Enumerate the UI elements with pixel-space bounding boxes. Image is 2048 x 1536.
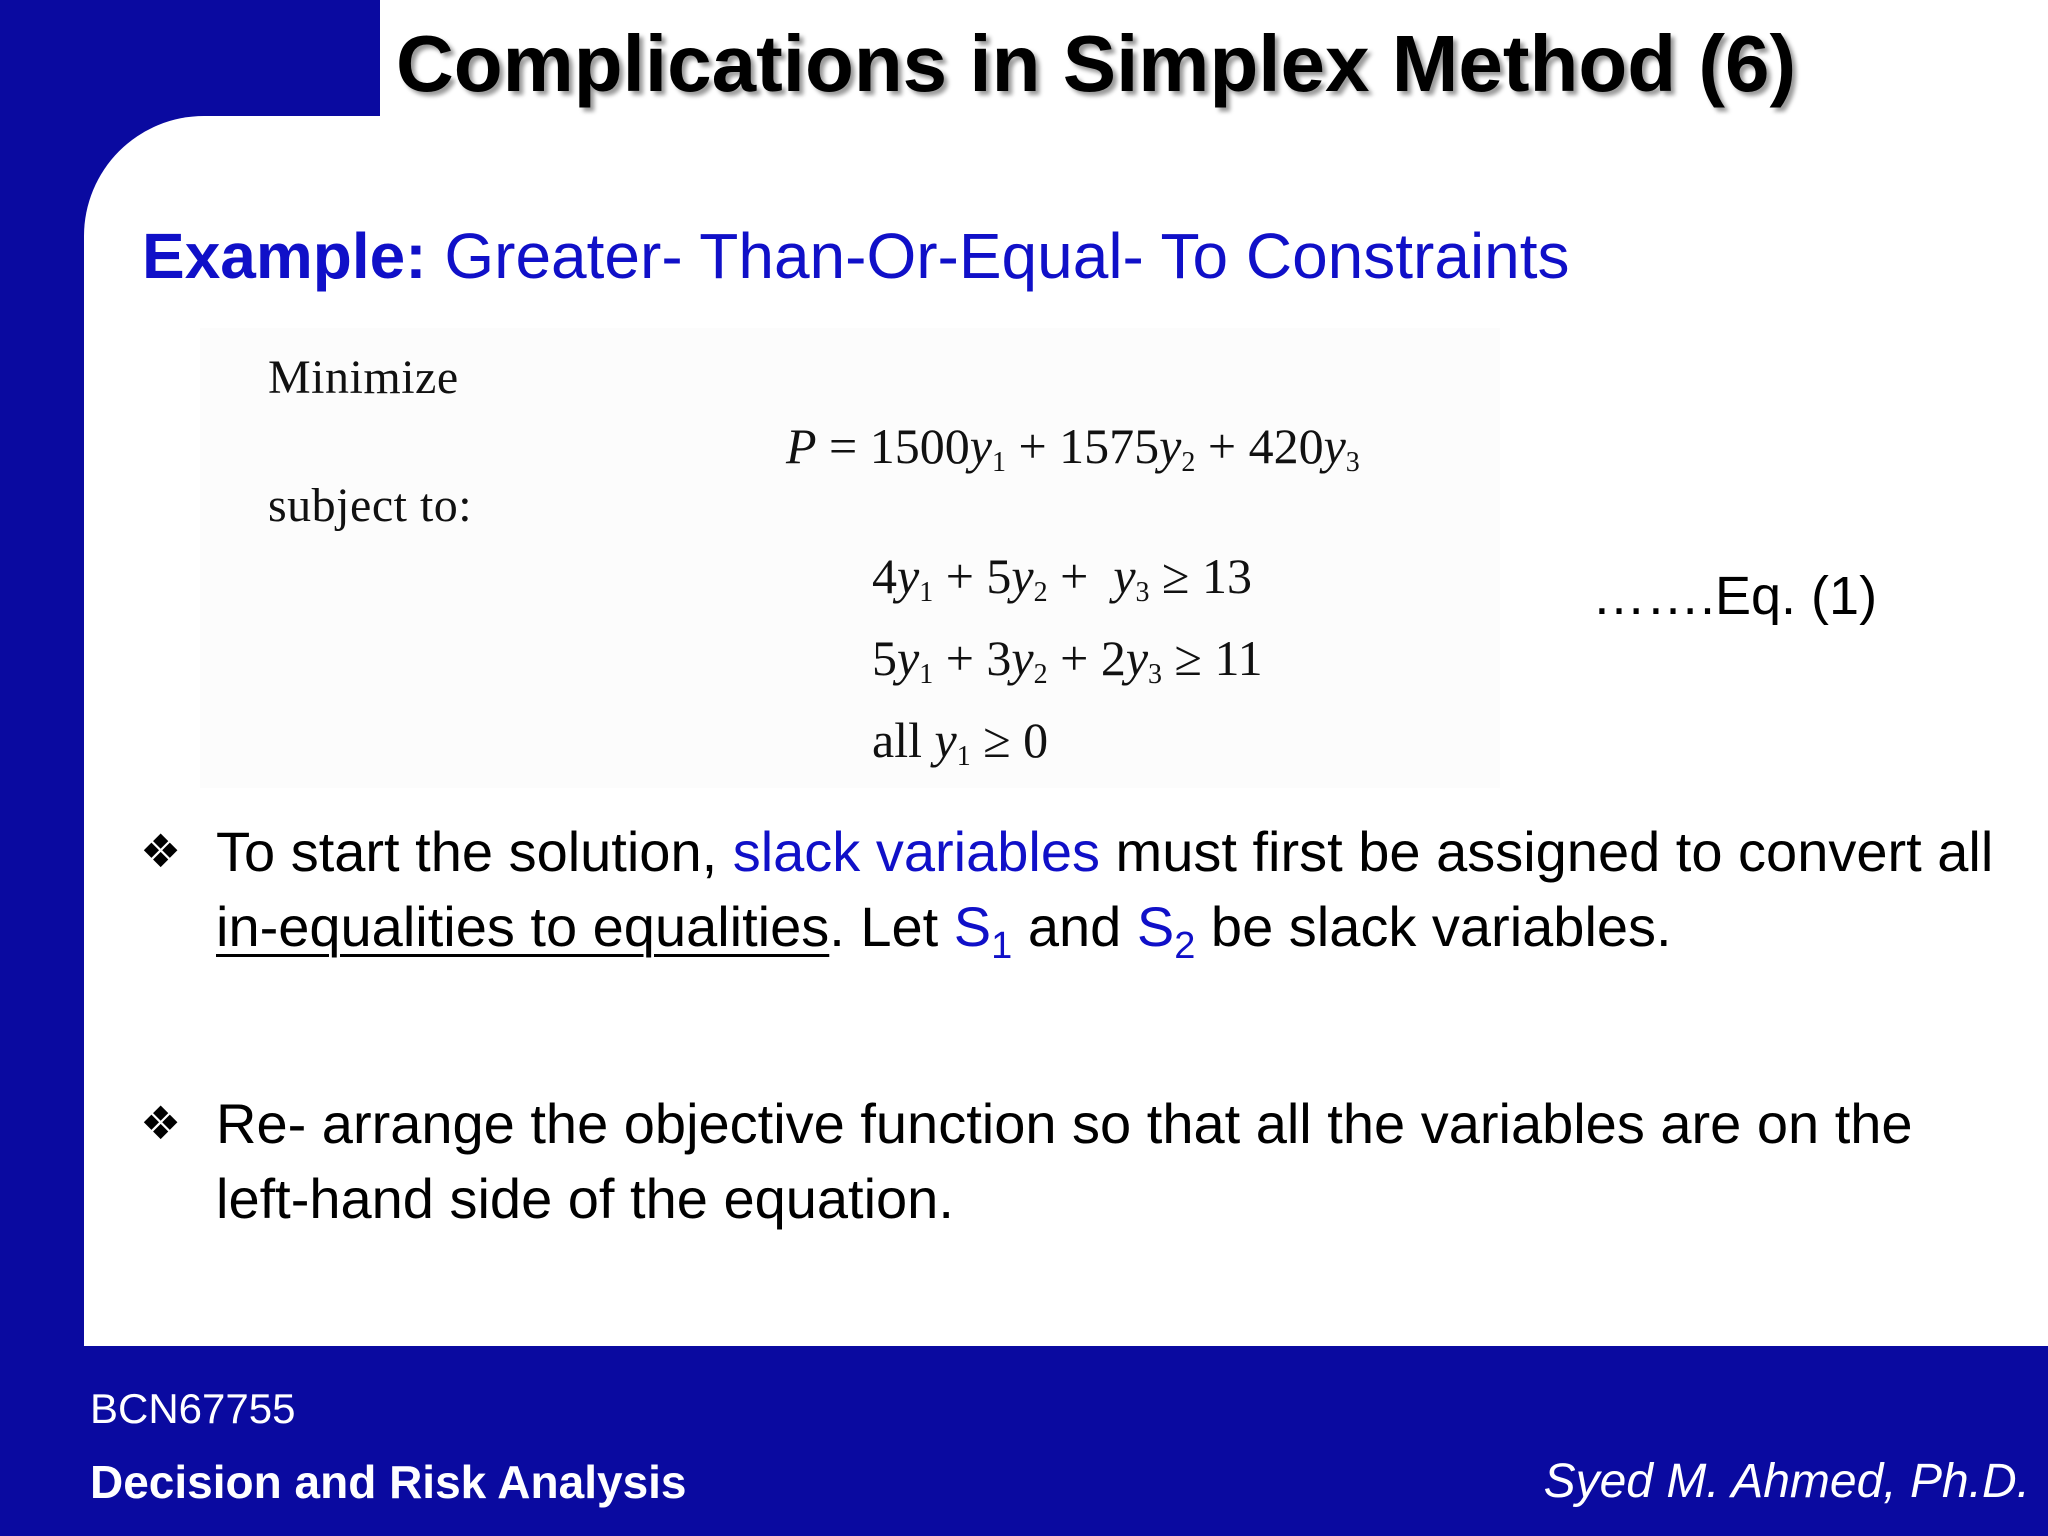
author-name: Syed M. Ahmed, Ph.D. [1543,1455,2030,1508]
constraint-2: $5y_1 + 3y_2 + 2y_3 \ge 11$ [872,630,1263,690]
example-topic: Greater- Than-Or-Equal- To Constraints [444,220,1570,292]
s2-symbol: $S_2$ [1136,895,1196,967]
slack-variables-term: slack variables [732,820,1100,883]
lp-formulation [200,328,1500,788]
diamond-bullet-icon: ❖ [140,824,182,878]
left-frame [0,0,84,1360]
bullet-rearrange-objective [140,1086,2020,1236]
equation-reference: …….Eq. (1) [1592,566,1878,626]
example-heading [142,218,1570,294]
objective-function: $P = 1500y_1 + 1575y_2 + 420y_3$ [786,418,1360,478]
slide-title: Complications in Simplex Method (6) [396,19,1797,108]
underlined-phrase: in-equalities to equalities [216,895,830,958]
example-label: Example: [142,220,427,292]
subject-to-label: subject to: [268,479,473,532]
minimize-label: Minimize [268,351,459,404]
bullet-slack-variables: ❖ To start the solution, slack variables must first be assigned to convert all in-equalities to equalities. Let $S_1$ and $S_2$ be slack variables. [140,814,2020,964]
diamond-bullet-icon: ❖ [140,1096,182,1150]
course-name: Decision and Risk Analysis [90,1456,687,1508]
constraint-1: $4y_1 + 5y_2 + y_3 \ge 13$ [872,548,1252,608]
bullet-text: Re- arrange the objective function so that all the variables are on the left-hand side of the equation. [216,1092,1913,1230]
s1-symbol: $S_1$ [953,895,1013,967]
course-code: BCN67755 [90,1385,296,1432]
nonnegativity-constraint: all $y_1 \ge 0$ [872,712,1049,772]
